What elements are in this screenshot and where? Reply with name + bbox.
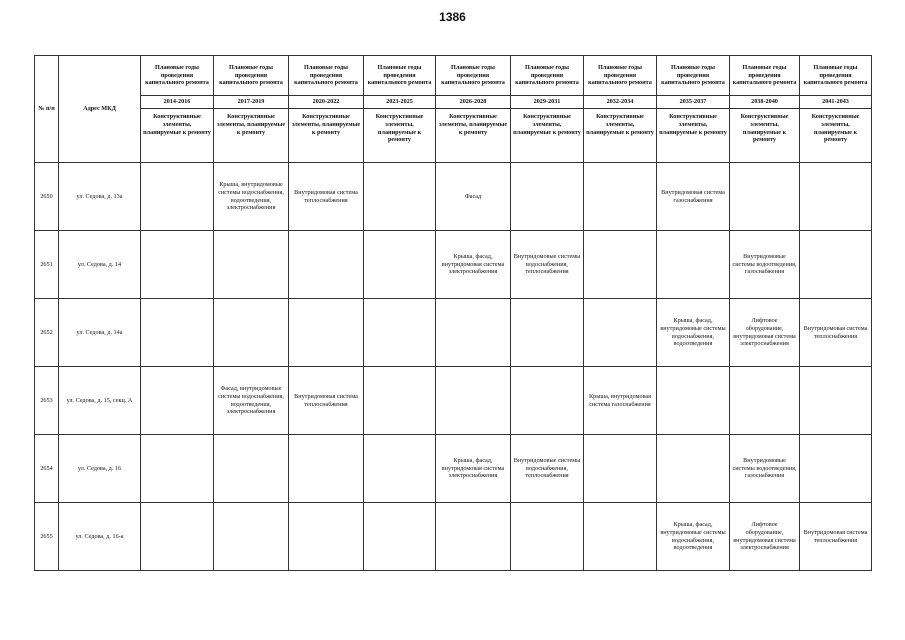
table-row [35,503,872,571]
column-header-years: 2017-2019 [214,96,289,109]
row-address: ул. Седова, д. 15, секц. А [59,367,141,435]
column-header-years: 2041-2043 [800,96,872,109]
repair-cell: Лифтовое оборудование, внутридомовая система электроснабжения [730,299,800,367]
repair-cell [289,435,364,503]
repair-cell: Крыша, фасад, внутридомовая система электроснабжения [436,435,511,503]
column-header-number: № п/п [35,56,59,163]
column-header-elements: Конструктивные элементы, планируемые к ремонту [289,109,364,163]
column-header-years: 2038-2040 [730,96,800,109]
column-header-plan: Плановые годы проведения капитального ремонта [730,56,800,96]
column-header-elements: Конструктивные элементы, планируемые к ремонту [436,109,511,163]
column-header-years: 2032-2034 [584,96,657,109]
page-number: 1386 [439,10,466,24]
repair-cell [511,367,584,435]
column-header-elements: Конструктивные элементы, планируемые к ремонту [364,109,436,163]
column-header-elements: Конструктивные элементы, планируемые к ремонту [511,109,584,163]
column-header-years: 2023-2025 [364,96,436,109]
repair-cell [141,231,214,299]
repair-cell [364,231,436,299]
repair-cell [584,503,657,571]
repair-cell [436,367,511,435]
column-header-plan: Плановые годы проведения капитального ремонта [289,56,364,96]
repair-cell [800,435,872,503]
row-number: 2650 [35,163,59,231]
header-row-elements [35,109,872,163]
repair-cell [364,435,436,503]
row-address: ул. Седова, д. 14а [59,299,141,367]
repair-cell: Внутридомовая система теплоснабжения [800,503,872,571]
repair-cell: Внутридомовая система теплоснабжения [289,163,364,231]
column-header-elements: Конструктивные элементы, планируемые к ремонту [800,109,872,163]
column-header-plan: Плановые годы проведения капитального ремонта [584,56,657,96]
header-row-plan [35,56,872,96]
repair-cell [730,163,800,231]
repair-cell: Крыша, внутридомовая система газоснабжения [584,367,657,435]
row-number: 2655 [35,503,59,571]
repair-cell: Внутридомовые системы водоснабжения, теплоснабжения [511,231,584,299]
repair-cell [141,163,214,231]
repair-cell [214,435,289,503]
row-address: ул. Седова, д. 16-а [59,503,141,571]
row-number: 2651 [35,231,59,299]
repair-cell: Внутридомовая система теплоснабжения [289,367,364,435]
repair-cell [436,299,511,367]
repair-cell [364,503,436,571]
row-number: 2654 [35,435,59,503]
repair-cell [214,231,289,299]
column-header-years: 2026-2028 [436,96,511,109]
repair-cell: Внутридомовые системы водоотведения, газоснабжения [730,435,800,503]
table-row [35,163,872,231]
column-header-plan: Плановые годы проведения капитального ремонта [141,56,214,96]
column-header-plan: Плановые годы проведения капитального ремонта [436,56,511,96]
repair-cell: Внутридомовые системы водоотведения, газоснабжения [730,231,800,299]
repair-cell: Фасад, внутридомовые системы водоснабжения, водоотведения, электроснабжения [214,367,289,435]
repair-cell: Крыша, фасад, внутридомовые системы водоснабжения, водоотведения [657,299,730,367]
table-row [35,435,872,503]
column-header-years: 2020-2022 [289,96,364,109]
repair-cell [289,231,364,299]
repair-cell: Внутридомовые системы водоснабжения, теплоснабжения [511,435,584,503]
repair-cell: Крыша, фасад, внутридомовая система электроснабжения [436,231,511,299]
column-header-elements: Конструктивные элементы, планируемые к ремонту [584,109,657,163]
repair-cell [214,503,289,571]
repair-cell [511,163,584,231]
column-header-elements: Конструктивные элементы, планируемые к ремонту [657,109,730,163]
column-header-plan: Плановые годы проведения капитального ремонта [800,56,872,96]
column-header-plan: Плановые годы проведения капитального ремонта [214,56,289,96]
row-address: ул. Седова, д. 16 [59,435,141,503]
repair-cell: Лифтовое оборудование, внутридомовая система электроснабжения [730,503,800,571]
repair-cell [800,163,872,231]
repair-cell [214,299,289,367]
column-header-elements: Конструктивные элементы, планируемые к ремонту [141,109,214,163]
repair-cell: Внутридомовая система теплоснабжения [800,299,872,367]
column-header-elements: Конструктивные элементы, планируемые к ремонту [214,109,289,163]
column-header-elements: Конструктивные элементы, планируемые к ремонту [730,109,800,163]
repair-cell [289,299,364,367]
column-header-plan: Плановые годы проведения капитального ремонта [511,56,584,96]
repair-cell [364,299,436,367]
repair-cell [141,299,214,367]
repair-cell [800,367,872,435]
row-number: 2653 [35,367,59,435]
table-row [35,231,872,299]
repair-cell [436,503,511,571]
repair-cell [584,231,657,299]
repair-cell [364,367,436,435]
column-header-plan: Плановые годы проведения капитального ремонта [364,56,436,96]
repair-cell [141,435,214,503]
repair-cell [141,503,214,571]
repair-cell [657,435,730,503]
repair-cell [584,435,657,503]
repair-cell: Фасад [436,163,511,231]
repair-cell [584,163,657,231]
row-address: ул. Седова, д. 13а [59,163,141,231]
repair-cell [730,367,800,435]
row-address: ул. Седова, д. 14 [59,231,141,299]
repair-schedule-table [34,55,872,571]
repair-cell: Крыша, фасад, внутридомовые системы водоснабжения, водоотведения [657,503,730,571]
header-row-years [35,96,872,109]
repair-cell [289,503,364,571]
repair-cell [511,299,584,367]
repair-cell [800,231,872,299]
repair-cell [141,367,214,435]
repair-cell [511,503,584,571]
table-row [35,299,872,367]
repair-cell [657,231,730,299]
column-header-years: 2029-2031 [511,96,584,109]
repair-cell [657,367,730,435]
column-header-address: Адрес МКД [59,56,141,163]
column-header-plan: Плановые годы проведения капитального ремонта [657,56,730,96]
table-row [35,367,872,435]
repair-cell: Внутридомовая система газоснабжения [657,163,730,231]
column-header-years: 2014-2016 [141,96,214,109]
repair-cell [364,163,436,231]
row-number: 2652 [35,299,59,367]
column-header-years: 2035-2037 [657,96,730,109]
repair-cell [584,299,657,367]
repair-cell: Крыша, внутридомовые системы водоснабжения, водоотведения, электроснабжения [214,163,289,231]
